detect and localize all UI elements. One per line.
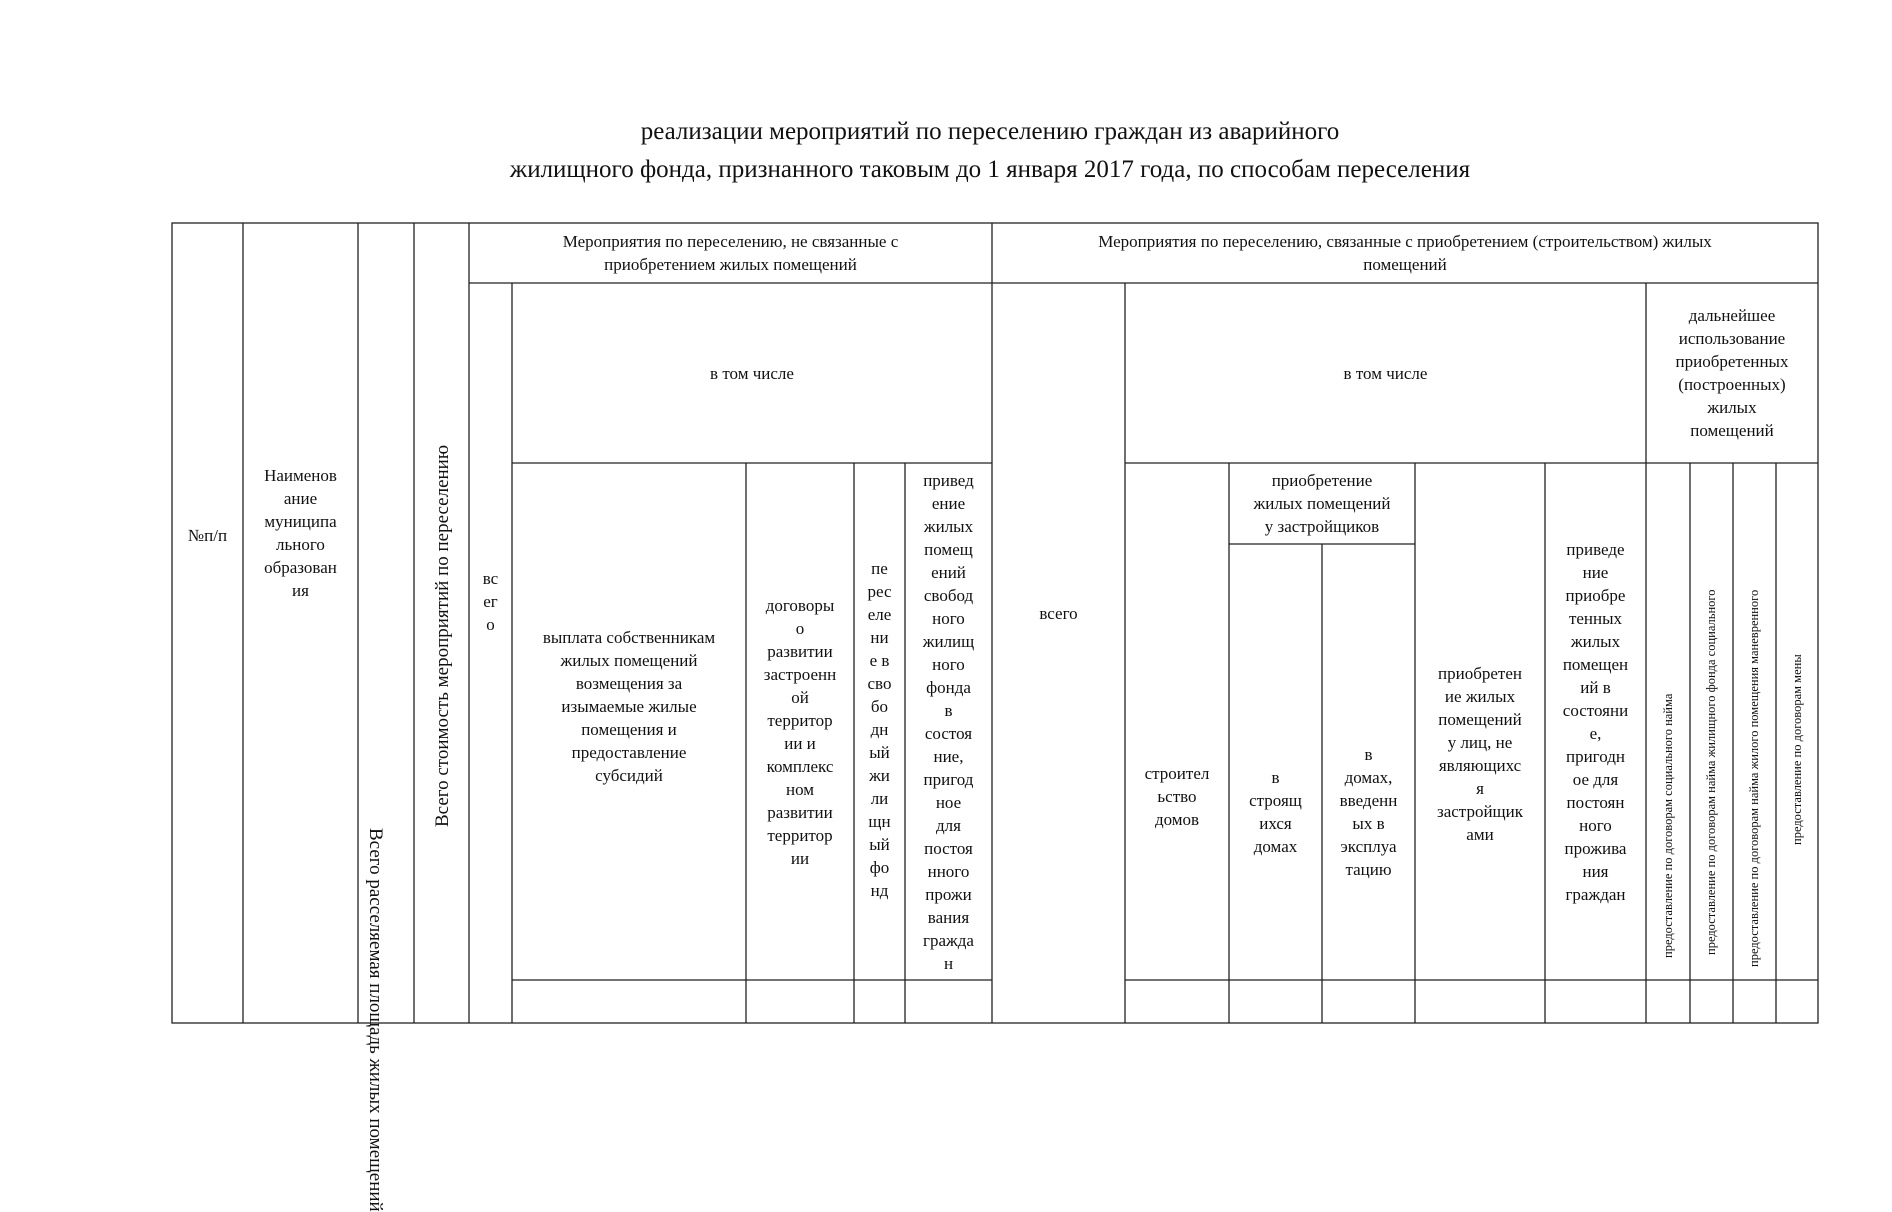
header-aq-construction: строител ьство домов [1144, 764, 1210, 829]
title-line-1: реализации мероприятий по переселению граждан из аварийного [640, 118, 1340, 145]
header-total-area: Всего расселяемая площадь жилых помещений [365, 828, 386, 1212]
header-aq-total: всего [1039, 603, 1078, 623]
header-aq-commissioned: в домах, введенн ых в эксплуа тацию [1339, 745, 1398, 879]
header-aq-under-construction: в строящ ихся домах [1249, 768, 1302, 856]
header-group-acquisition: Мероприятия по переселению, связанные с приобретением (строительством) жилых помещений [1098, 232, 1712, 274]
header-na-contracts: договоры о развитии застроенн ой территор ии и комплекс ном развитии территор ии [763, 595, 837, 868]
header-na-total: вс ег о [482, 569, 499, 634]
header-na-bringing: привед ение жилых помещ ений свобод ного жилищ ного фонда в состоя ние, пригод ное для постоя нного прожи вания гражда н [922, 470, 975, 973]
header-total-cost: Всего стоимость мероприятий по переселению [432, 444, 453, 827]
header-use-maneuver: предоставление по договорам найма жилого помещения маневренного [1747, 589, 1761, 967]
header-municipality: Наименов ание муниципа льного образован ия [264, 466, 337, 600]
header-use-social-fund: предоставление по договорам найма жилищного фонда социального [1704, 589, 1718, 955]
header-aq-including: в том числе [1343, 363, 1428, 383]
header-group-not-acquisition: Мероприятия по переселению, не связанные с приобретением жилых помещений [562, 232, 899, 274]
header-use-social: предоставление по договорам социального найма [1661, 693, 1675, 958]
header-aq-purchase-developers: приобретение жилых помещений у застройщиков [1253, 471, 1391, 536]
header-na-including: в том числе [710, 363, 794, 383]
header-na-relocation: пе рес еле ни е в сво бо дн ый жи ли щн ый фо нд [867, 558, 892, 900]
title-line-2: жилищного фонда, признанного таковым до 1 января 2017 года, по способам переселения [509, 156, 1471, 183]
header-aq-purchase-non-developers: приобретен ие жилых помещений у лиц, не являющихс я застройщик ами [1437, 664, 1523, 844]
header-aq-bringing-acquired: приведе ние приобре тенных жилых помещен ий в состояни е, пригодн ое для постоян ного прожива ния граждан [1562, 539, 1629, 904]
header-number: №п/п [187, 526, 228, 545]
header-aq-further-use: дальнейшее использование приобретенных (построенных) жилых помещений [1675, 306, 1789, 440]
header-use-exchange: предоставление по договорам мены [1790, 654, 1804, 845]
header-na-payment: выплата собственникам жилых помещений возмещения за изымаемые жилые помещения и предоставление субсидий [542, 628, 716, 785]
